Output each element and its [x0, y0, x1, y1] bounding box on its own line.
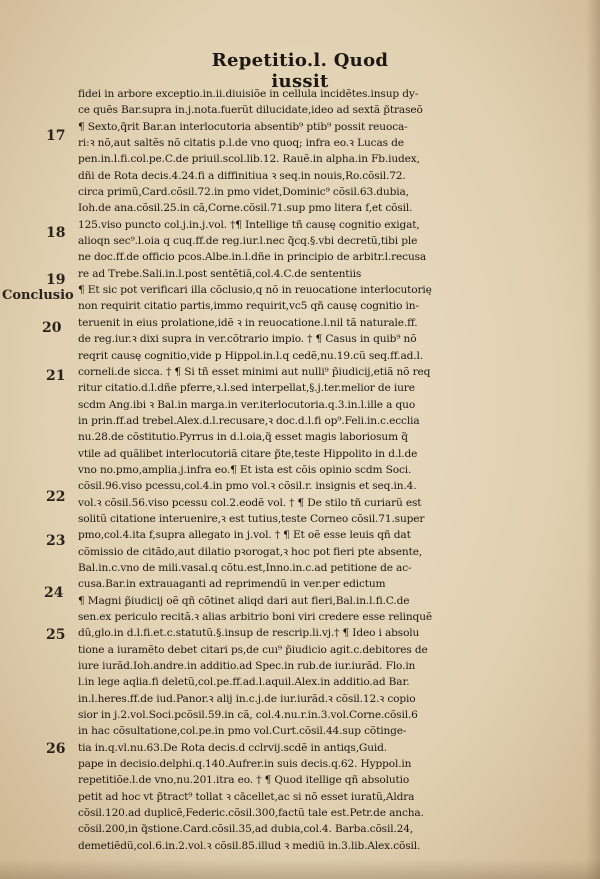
text-line: repetitiõe.l.de vno,nu.201.itra eo. † ¶ Quod itellige qñ absolutio: [78, 774, 410, 787]
text-line: iure iurãd.Ioh.andre.in additio.ad Spec.in rub.de iur.iurãd. Flo.in: [78, 660, 416, 673]
text-line: alioqn sec⁹.l.oia q cuq.ff.de reg.iur.l.nec q̃cq.§.vbi decretũ,tibi ple: [78, 235, 418, 248]
text-line: tione a iuramẽto debet citari ps,de cuı⁹ p̃iudicio agit.c.debitores de: [78, 643, 428, 656]
text-line: ¶ Magni p̃iudicij oẽ qñ cõtinet aliqd dari aut fieri,Bal.in.l.fi.C.de: [78, 594, 410, 607]
text-line: pape in decisio.delphi.q.140.Aufrer.in suis decis.q.62. Hyppol.in: [78, 758, 412, 771]
margin-number-21: 21: [46, 368, 66, 384]
text-line: ¶ Et sic pot verificari illa cõclusio,q nõ in reuocatione interlocutorię: [78, 284, 432, 297]
text-line: corneli.de sicca. † ¶ Si tñ esset minimi aut nulli⁹ p̃iudicij,etiã nõ req: [78, 365, 431, 378]
text-line: vtile ad quãlibet interlocutoriã citare p̃te,teste Hippolito in d.l.de: [78, 447, 418, 460]
text-line: nu.28.de cõstitutio.Pyrrus in d.l.oia,q̃ esset magis laboriosum q̃: [78, 431, 408, 444]
text-line: Ioh.de ana.cõsil.25.in cã,Corne.cõsil.71.sup pmo litera f,et cõsil.: [78, 202, 413, 215]
margin-number-17: 17: [46, 128, 66, 144]
text-line: pen.in.l.fi.col.pe.C.de priuil.scol.lib.12. Rauẽ.in alpha.in Fb.iudex,: [78, 153, 420, 166]
text-line: cusa.Bar.in extrauaganti ad reprimendũ in ver.per edictum: [78, 578, 386, 591]
text-line: dñi de Rota decis.4.24.fi a diffinitiua ꝛ seq.in nouis,Ro.cõsil.72.: [78, 169, 406, 182]
page-bottom-shadow: [0, 859, 600, 879]
text-line: vol.ꝛ cõsil.56.viso pcessu col.2.eodẽ vol. † ¶ De stilo tñ curiarũ est: [78, 496, 422, 509]
text-line: ce quẽs Bar.supra in.j.nota.fuerũt dilucidate,ideo ad sextã p̃traseõ: [78, 104, 423, 117]
text-line: de reg.iur.ꝛ dixi supra in ver.cõtrario impio. † ¶ Casus in quib⁹ nõ: [78, 333, 417, 346]
margin-word-conclusio: Conclusio: [2, 288, 74, 303]
text-line: in.l.heres.ff.de iud.Panor.ꝛ alij in.c.j.de iur.iurãd.ꝛ cõsil.12.ꝛ copio: [78, 692, 416, 705]
margin-number-25: 25: [46, 627, 66, 643]
text-line: ne doc.ff.de officio pcos.Albe.in.l.dñe in principio de arbitr.l.recusa: [78, 251, 427, 264]
text-line: cõsil.120.ad duplicẽ,Federic.cõsil.300,factũ tale est.Petr.de ancha.: [78, 807, 424, 820]
margin-number-23: 23: [46, 533, 66, 549]
text-line: cõsil.96.viso pcessu,col.4.in pmo vol.ꝛ cõsil.r. insignis et seq.in.4.: [78, 480, 417, 493]
text-line: teruenit in eius prolatione,idẽ ꝛ in reuocatione.l.nil tã naturale.ff.: [78, 316, 418, 329]
margin-number-24: 24: [44, 585, 64, 601]
text-line: l.in lege aqlia.fi deletũ,col.pe.ff.ad.l.aquil.Alex.in additio.ad Bar.: [78, 676, 410, 689]
text-line: in prin.ff.ad trebel.Alex.d.l.recusare,ꝛ doc.d.l.fi op⁹.Feli.in.c.ecclia: [78, 414, 420, 427]
text-line: petit ad hoc vt p̃tract⁹ tollat ꝛ cācellet,ac si nõ esset iuratũ,Aldra: [78, 790, 415, 803]
text-line: cõmissio de citãdo,aut dilatio pꝛorogat,ꝛ hoc pot fieri pte absente,: [78, 545, 423, 558]
text-line: vno no.pmo,amplia.j.infra eo.¶ Et ista est cõis opinio scdm Soci.: [78, 463, 412, 476]
running-header: Repetitio.l. Quod iussit: [211, 50, 389, 92]
text-line: ri:ꝛ nõ,aut saltẽs nõ citatis p.l.de vno quoq; infra eo.ꝛ Lucas de: [78, 137, 404, 150]
margin-number-22: 22: [46, 489, 66, 505]
body-text: [78, 86, 546, 854]
text-line: dũ,glo.in d.l.fi.et.c.statutũ.§.insup de rescrip.li.vj.† ¶ Ideo i absolu: [78, 627, 420, 640]
margin-number-18: 18: [46, 225, 66, 241]
text-line: solitũ citatione interuenire,ꝛ est tutius,teste Corneo cõsil.71.super: [78, 512, 425, 525]
text-line: tia in.q.vl.nu.63.De Rota decis.d cclrvij.scdẽ in antiqs,Guid.: [78, 741, 388, 754]
page-edge-shadow: [586, 0, 600, 879]
text-line: pmo,col.4.ita f,supra allegato in j.vol. † ¶ Et oẽ esse leuis qñ dat: [78, 529, 411, 542]
text-line: reqrit causę cognitio,vide p Hippol.in.l.q cedẽ,nu.19.cũ seq.ff.ad.l.: [78, 349, 423, 362]
margin-number-26: 26: [46, 741, 66, 757]
text-line: demetiẽdũ,col.6.in.2.vol.ꝛ cõsil.85.illud ꝛ mediũ in.3.lib.Alex.cõsil.: [78, 839, 421, 852]
margin-number-19: 19: [46, 272, 66, 288]
text-line: fidei in arbore exceptio.in.ii.diuisiõe in cellula incidẽtes.insup dy-: [78, 88, 419, 100]
text-line: Bal.in.c.vno de mili.vasal.q cõtu.est,Inno.in.c.ad petitione de ac-: [78, 561, 412, 574]
text-line: scdm Ang.ibi ꝛ Bal.in marga.in ver.iterlocutoria.q.3.in.l.ille a quo: [78, 398, 416, 411]
text-line: ¶ Sexto,q̃rit Bar.an interlocutoria absentib⁹ ptib⁹ possit reuoca-: [78, 120, 408, 133]
text-line: sior in j.2.vol.Soci.pcõsil.59.in cã, col.4.nu.r.in.3.vol.Corne.cõsil.6: [78, 709, 418, 722]
margin-number-20: 20: [42, 320, 62, 336]
text-line: in hac cõsultatione,col.pe.in pmo vol.Curt.cõsil.44.sup cõtinge-: [78, 725, 407, 738]
text-line: 125.viso puncto col.j.in.j.vol. †¶ Intellige tñ causę cognitio exigat,: [78, 218, 420, 231]
text-line: sen.ex periculo recitã.ꝛ alias arbitrio boni viri credere esse relinquẽ: [78, 611, 432, 623]
text-line: cõsil.200,in q̃stione.Card.cõsil.35,ad dubia,col.4. Barba.cõsil.24,: [78, 823, 414, 836]
text-line: re ad Trebe.Sali.in.l.post sentẽtiã,col.4.C.de sententiis: [78, 267, 362, 280]
text-line: circa primũ,Card.cõsil.72.in pmo videt,Dominic⁹ cõsil.63.dubia,: [78, 186, 409, 199]
text-line: non requirit citatio partis,immo requirit,vc5 qñ causę cognitio in-: [78, 300, 419, 313]
text-line: ritur citatio.d.l.dñe pferre,ꝛ.l.sed interpellat,§.j.ter.melior de iure: [78, 382, 415, 395]
